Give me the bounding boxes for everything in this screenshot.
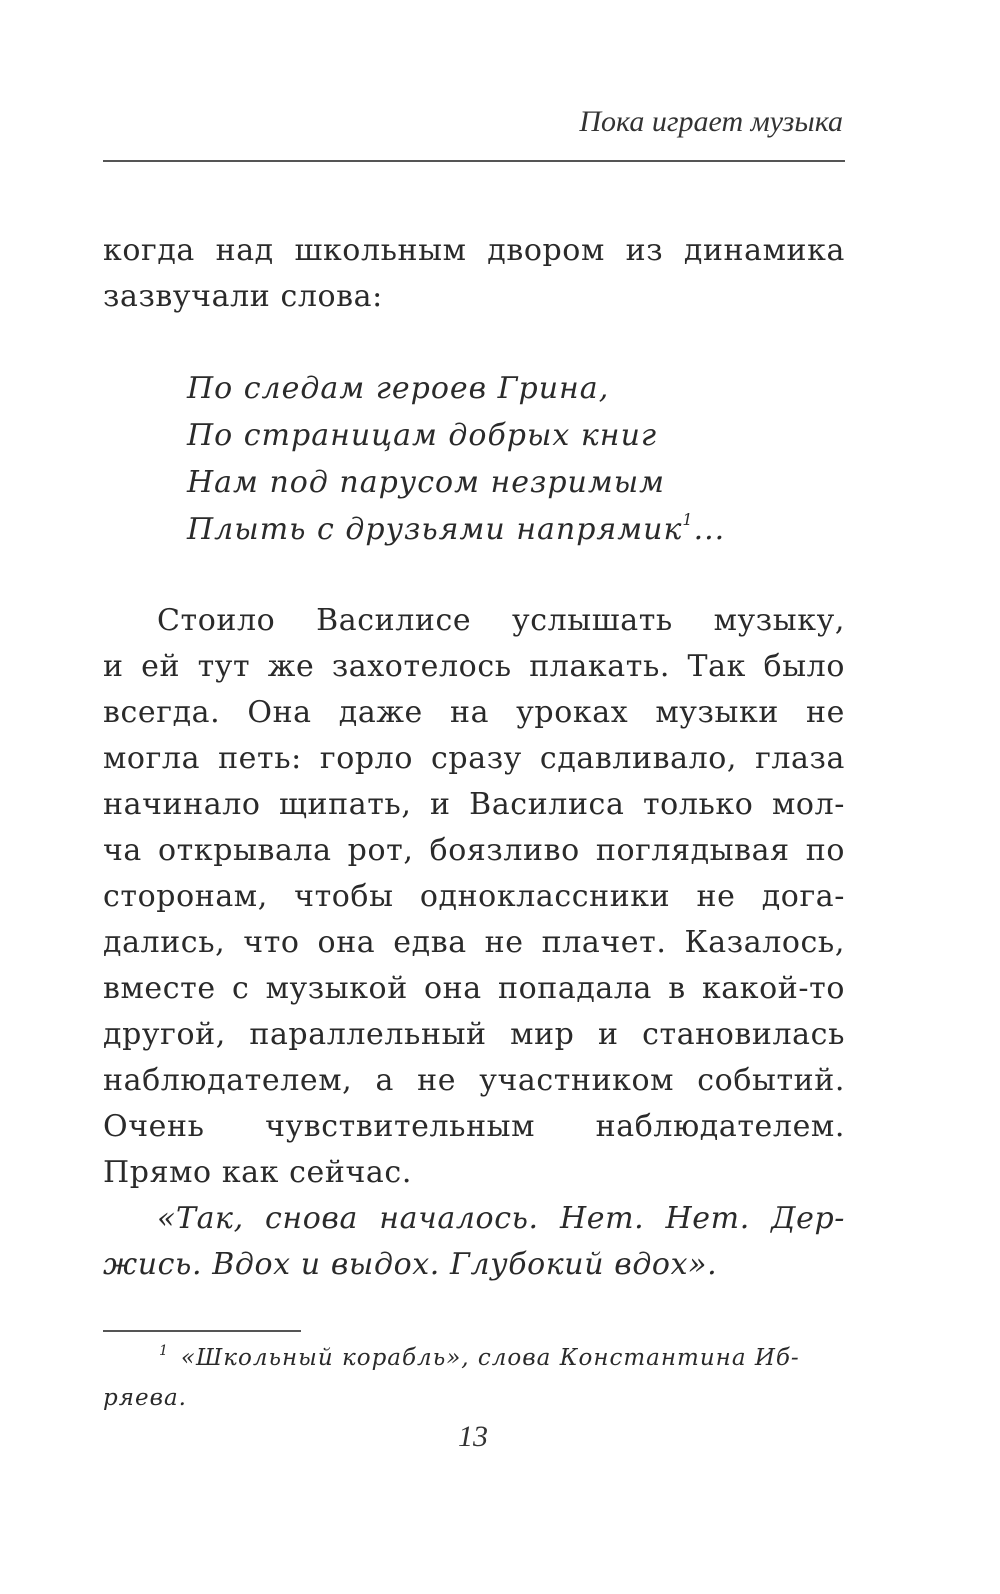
footnote-line-1: «Школьный корабль», слова Константина Иб- [180,1345,800,1371]
thought-line-2: жись. Вдох и выдох. Глубокий вдох». [103,1247,718,1282]
footnote [103,1338,845,1418]
intro-line-1: когда над школьным двором из динамика [103,233,845,268]
paragraph-line-4: могла петь: горло сразу сдавливало, глаза [103,741,845,776]
footnote-reference: 1 [682,510,694,529]
paragraph-line-11: наблюдателем, а не участником событий. [103,1063,845,1098]
thought-line-1: «Так, снова началось. Нет. Нет. Дер- [157,1201,845,1236]
inner-thought [103,1196,845,1288]
intro-line-2: зазвучали слова: [103,279,383,314]
running-head: Пока играет музыка [579,105,843,138]
paragraph-line-5: начинало щипать, и Василиса только мол- [103,787,845,822]
paragraph-line-12: Очень чувствительным наблюдателем. [103,1109,845,1144]
footnote-rule [103,1330,301,1332]
intro-text [103,228,845,320]
verse-line-4: Плыть с друзьями напрямик [187,512,683,547]
footnote-number: 1 [159,1343,169,1359]
paragraph-line-2: и ей тут же захотелось плакать. Так было [103,649,845,684]
main-paragraph [103,598,845,1196]
paragraph-line-3: всегда. Она даже на уроках музыки не [103,695,845,730]
verse-block [187,365,725,553]
paragraph-line-10: другой, параллельный мир и становилась [103,1017,845,1052]
header-rule [103,160,845,162]
footnote-line-2: ряева. [103,1385,187,1411]
footnote-line-1-wrapper [103,1338,845,1378]
paragraph-line-8: дались, что она едва не плачет. Казалось, [103,925,845,960]
verse-line-3: Нам под парусом незримым [187,465,666,500]
verse-ellipsis: ... [693,512,726,547]
paragraph-line-6: ча открывала рот, боязливо поглядывая по [103,833,845,868]
page-number: 13 [458,1420,488,1453]
paragraph-line-1: Стоило Василисе услышать музыку, [157,603,845,638]
paragraph-line-13: Прямо как сейчас. [103,1155,412,1190]
verse-line-2: По страницам добрых книг [187,418,658,453]
verse-line-4-wrapper [187,506,725,553]
paragraph-line-7: сторонам, чтобы одноклассники не дога- [103,879,845,914]
verse-line-1: По следам героев Грина, [187,371,610,406]
paragraph-line-9: вместе с музыкой она попадала в какой-то [103,971,845,1006]
